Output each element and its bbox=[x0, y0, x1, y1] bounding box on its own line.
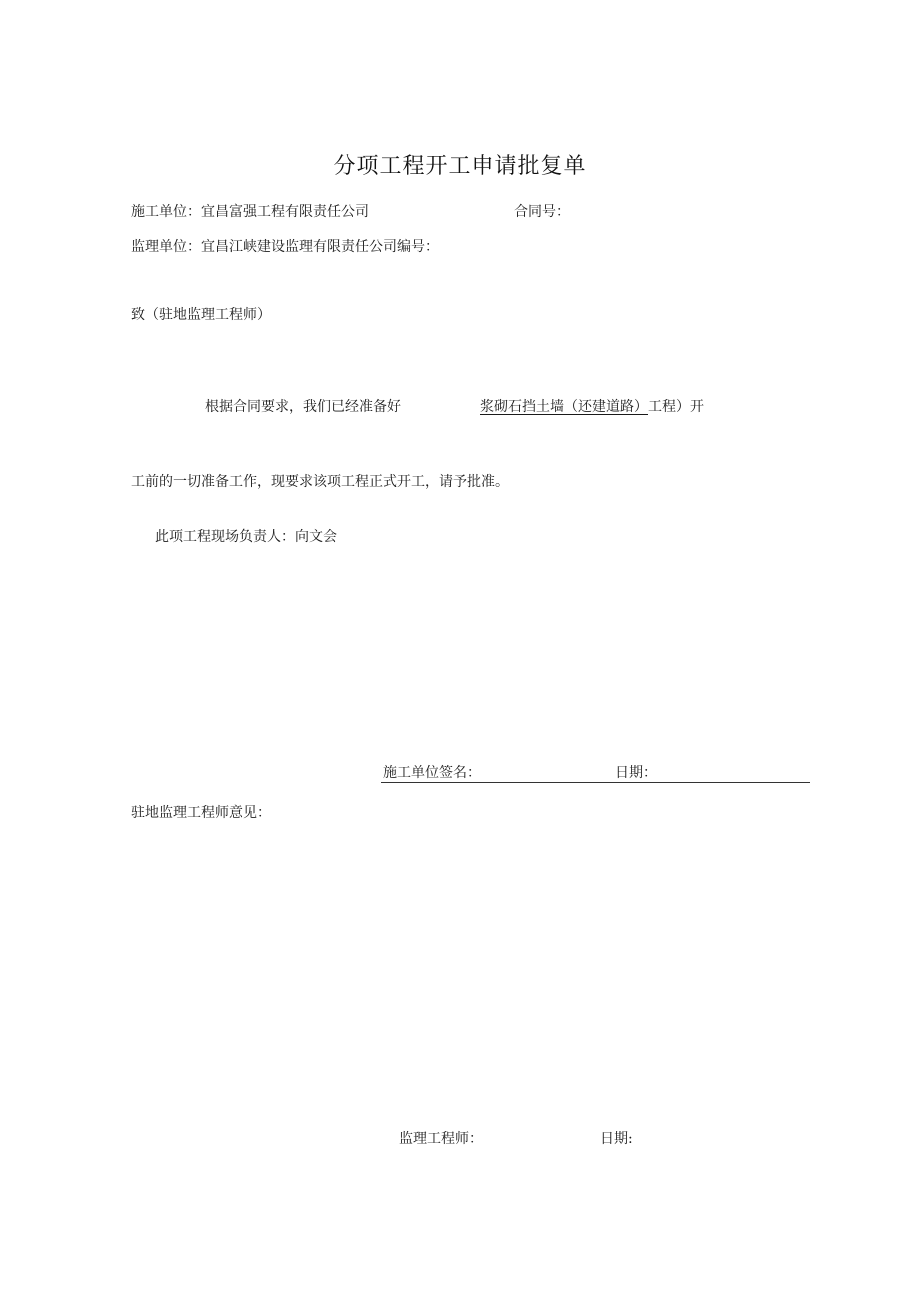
contractor-signature-line bbox=[381, 782, 810, 783]
engineer-sign-label: 监理工程师： bbox=[399, 1131, 483, 1147]
document-title: 分项工程开工申请批复单 bbox=[333, 154, 587, 179]
site-manager-row bbox=[155, 528, 337, 546]
request-prefix: 根据合同要求，我们已经准备好 bbox=[205, 399, 401, 415]
request-suffix: 工程）开 bbox=[648, 399, 704, 415]
contractor-label: 施工单位： bbox=[131, 204, 201, 220]
contractor-date-label: 日期： bbox=[615, 765, 657, 781]
engineer-opinion-label: 驻地监理工程师意见： bbox=[131, 805, 271, 821]
site-manager-name: 向文会 bbox=[295, 529, 337, 545]
engineer-date-label: 日期: bbox=[600, 1131, 633, 1147]
number-label: 编号： bbox=[397, 239, 439, 255]
contractor-name: 宜昌富强工程有限责任公司 bbox=[201, 204, 369, 220]
addressee: 致（驻地监理工程师） bbox=[131, 307, 271, 323]
supervisor-label: 监理单位： bbox=[131, 239, 201, 255]
supervisor-row bbox=[131, 238, 439, 256]
supervisor-name: 宜昌江峡建设监理有限责任公司 bbox=[201, 239, 397, 255]
contract-no-label: 合同号： bbox=[514, 204, 570, 220]
request-line-2: 工前的一切准备工作，现要求该项工程正式开工，请予批准。 bbox=[131, 474, 509, 490]
project-name: 浆砌石挡土墙（还建道路） bbox=[480, 399, 648, 415]
contractor-row bbox=[131, 203, 369, 221]
site-manager-label: 此项工程现场负责人： bbox=[155, 529, 295, 545]
contractor-sign-label: 施工单位签名： bbox=[383, 765, 481, 781]
request-project-row bbox=[480, 398, 704, 416]
